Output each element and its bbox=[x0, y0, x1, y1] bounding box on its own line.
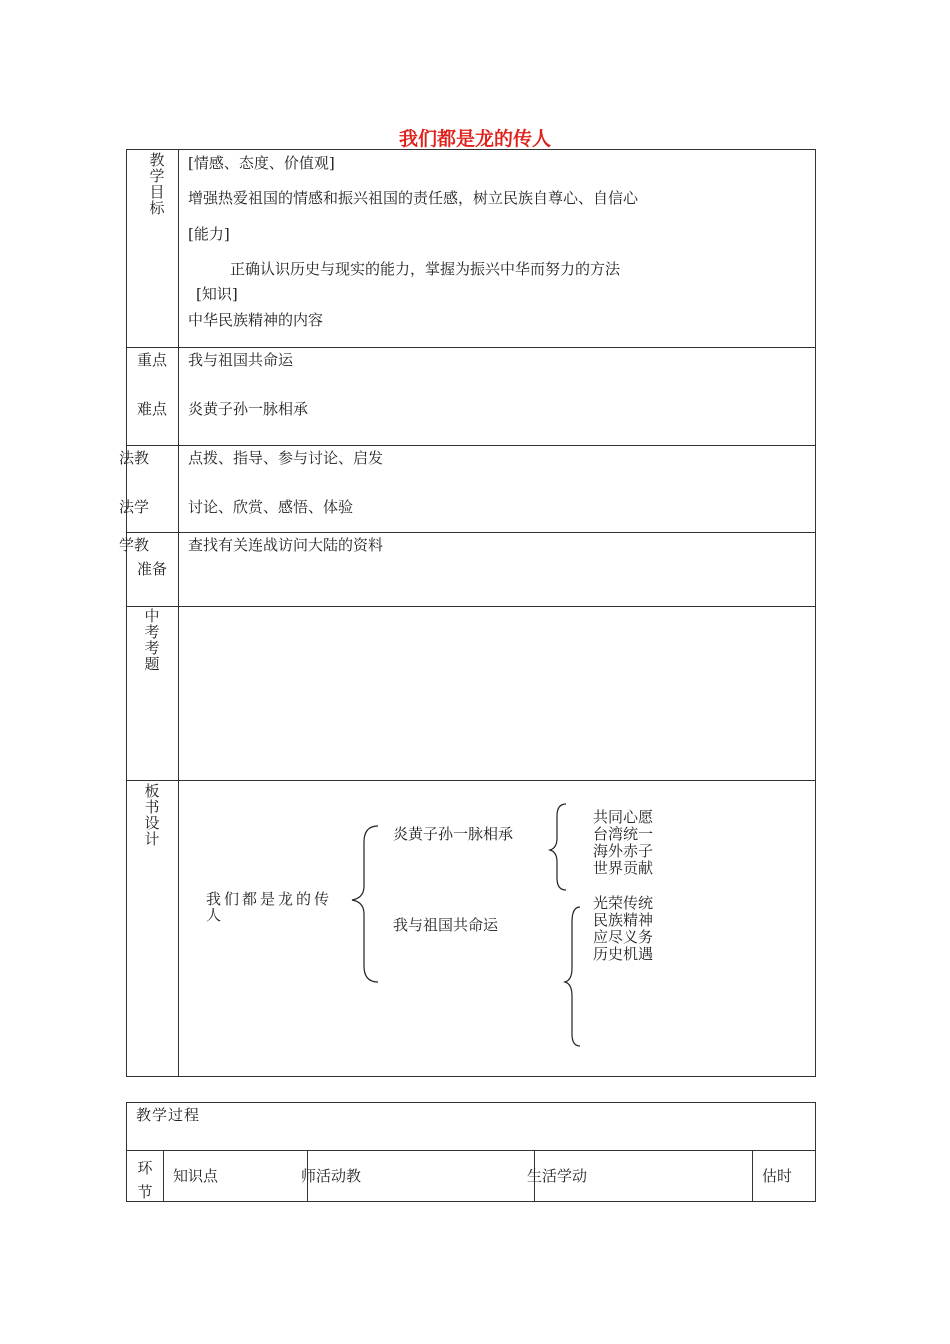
col-time: 估时 bbox=[762, 1167, 793, 1185]
knowledge-heading: [知识] bbox=[196, 285, 238, 303]
ability-heading: [能力] bbox=[188, 225, 230, 243]
key-point-label: 重点 bbox=[137, 351, 168, 369]
learn-method-label: 法学 bbox=[119, 498, 150, 516]
branch2-item: 光荣传统 bbox=[593, 894, 654, 912]
process-table bbox=[126, 1102, 816, 1202]
board-branch-1: 炎黄子孙一脉相承 bbox=[393, 825, 514, 843]
learn-method-text: 讨论、欣赏、感悟、体验 bbox=[188, 498, 354, 516]
emotion-text: 增强热爱祖国的情感和振兴祖国的责任感，树立民族自尊心、自信心 bbox=[188, 189, 639, 207]
branch1-item: 台湾统一 bbox=[593, 825, 654, 843]
process-heading: 教学过程 bbox=[136, 1106, 201, 1124]
knowledge-text: 中华民族精神的内容 bbox=[188, 311, 324, 329]
emotion-heading: [情感、态度、价值观] bbox=[188, 154, 335, 172]
col-student: 生活学动 bbox=[527, 1167, 588, 1185]
teach-method-text: 点拨、指导、参与讨论、启发 bbox=[188, 449, 384, 467]
board-label: 板书设计 bbox=[144, 782, 160, 848]
prep-label-a: 学教 bbox=[119, 536, 150, 554]
page-title: 我们都是龙的传人 bbox=[398, 128, 551, 150]
prep-label-b: 准备 bbox=[137, 560, 168, 578]
branch2-item: 历史机遇 bbox=[593, 945, 654, 963]
branch2-item: 应尽义务 bbox=[593, 928, 654, 946]
brace-branch-2 bbox=[565, 907, 580, 1046]
branch1-item: 世界贡献 bbox=[593, 859, 654, 877]
branch1-item: 共同心愿 bbox=[593, 808, 654, 826]
exam-label: 中考考题 bbox=[144, 607, 160, 673]
col-knowledge: 知识点 bbox=[173, 1167, 219, 1185]
board-root: 我们都是龙的传人 bbox=[206, 890, 333, 924]
ability-text: 正确认识历史与现实的能力，掌握为振兴中华而努力的方法 bbox=[230, 260, 621, 278]
objectives-label: 教学目标 bbox=[149, 151, 165, 217]
brace-main bbox=[352, 826, 378, 982]
difficult-point-text: 炎黄子孙一脉相承 bbox=[188, 400, 309, 418]
col-stage: 环节 bbox=[137, 1159, 153, 1201]
col-teacher: 师活动教 bbox=[301, 1167, 362, 1185]
branch2-item: 民族精神 bbox=[593, 911, 654, 929]
branch1-item: 海外赤子 bbox=[593, 842, 654, 860]
teach-method-label: 法教 bbox=[119, 449, 150, 467]
prep-text: 查找有关连战访问大陆的资料 bbox=[188, 536, 384, 554]
difficult-point-label: 难点 bbox=[137, 400, 168, 418]
board-branch-2: 我与祖国共命运 bbox=[393, 916, 499, 934]
key-point-text: 我与祖国共命运 bbox=[188, 351, 294, 369]
brace-branch-1 bbox=[550, 804, 566, 890]
